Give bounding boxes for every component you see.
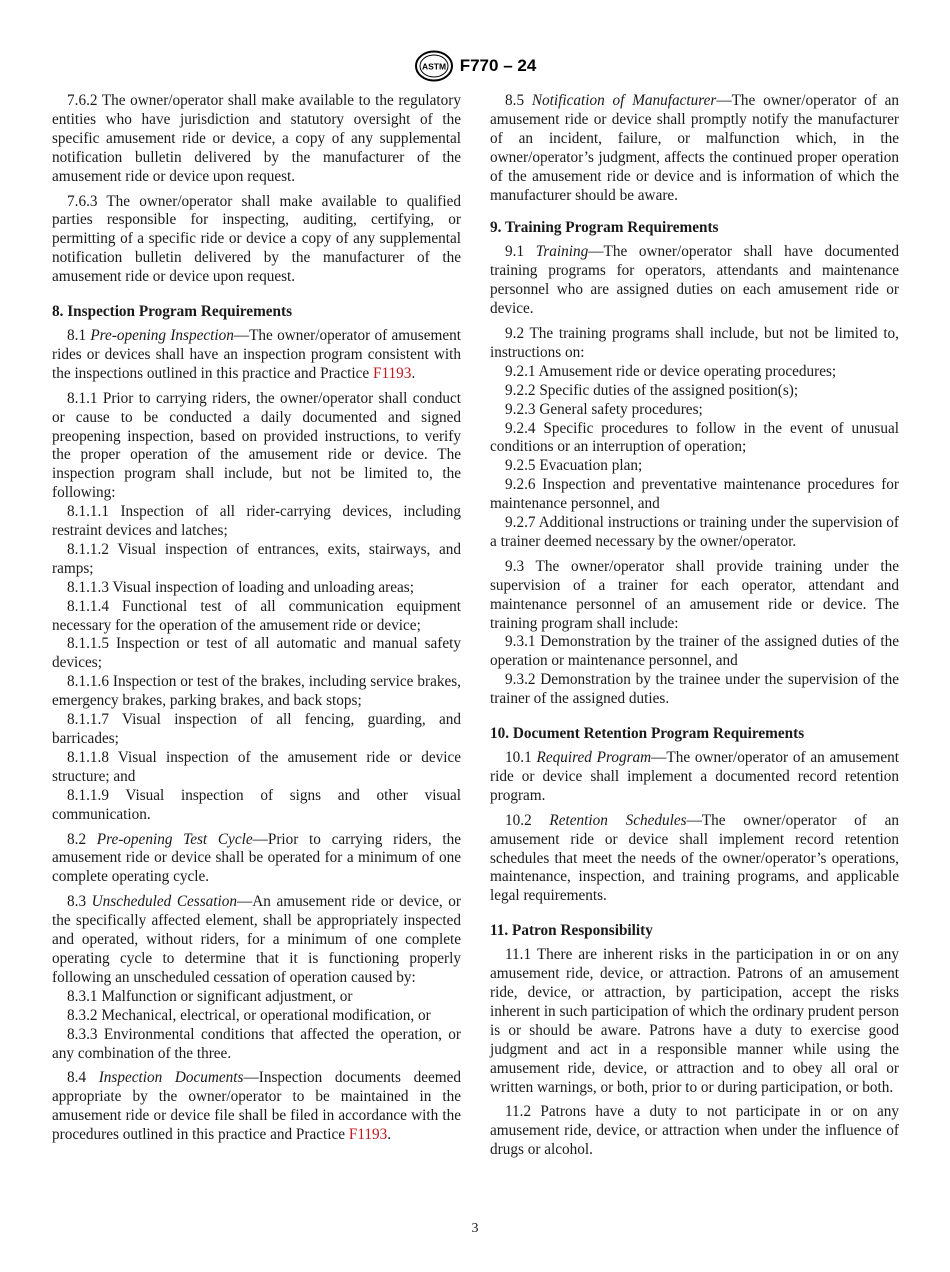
paragraph-9-3: 9.3 The owner/operator shall provide training under the supervision of a trainer for each operator, attendant and maintenance personnel of an amusement ride or device. The training program shall include: xyxy=(490,557,899,632)
paragraph-8-1-1-8: 8.1.1.8 Visual inspection of the amusement ride or device structure; and xyxy=(52,748,461,785)
paragraph-text: —Inspection documents deemed appropriate by the owner/operator to be maintained in the amusement ride or device file shall be filed in accordance with the procedures outlined in this practice and Practice xyxy=(52,1069,462,1144)
paragraph-9-2-7: 9.2.7 Additional instructions or training under the supervision of a trainer deemed necessary by the owner/operator. xyxy=(490,514,899,550)
logo-text: ASTM xyxy=(421,61,446,72)
paragraph-text: —The owner/operator of an amusement ride or device shall implement record retention schedules that meet the needs of the owner/operator’s operations, maintenance, inspection, and training programs, and applicable legal requirements. xyxy=(490,811,899,905)
paragraph-7-6-2: 7.6.2 The owner/operator shall make available to the regulatory entities who have jurisdiction and statutory oversight of the specific amusement ride or device, a copy of any supplemental notification bulletin delivered by the manufacturer of the amusement ride or device upon request. xyxy=(52,92,461,185)
subsection-title: Retention Schedules xyxy=(549,811,687,829)
section-heading-8: 8. Inspection Program Requirements xyxy=(52,303,293,321)
paragraph-9-2-5: 9.2.5 Evacuation plan; xyxy=(505,457,643,475)
astm-logo-icon xyxy=(414,50,454,82)
paragraph-8-3 xyxy=(52,893,461,988)
paragraph-8-1-1-2: 8.1.1.2 Visual inspection of entrances, exits, stairways, and ramps; xyxy=(52,540,461,577)
paragraph-8-3-1: 8.3.1 Malfunction or significant adjustment, or xyxy=(67,987,353,1005)
section-number: 8.2 xyxy=(67,830,87,848)
paragraph-11-1: 11.1 There are inherent risks in the participation in or on any amusement ride, device, or attraction. Patrons of an amusement ride, device, or attraction, by participation, accept the risks inherent in such participation of which the ordinary prudent person is or should be aware. Patrons have a duty to exercise good judgment and act in a responsible manner while using the amusement ride, device, or attraction and to obey all oral or written warnings, or both, prior to or during participation, or both. xyxy=(490,946,899,1096)
section-number: 10.2 xyxy=(505,811,532,829)
paragraph-11-2: 11.2 Patrons have a duty to not participate in or on any amusement ride, device, or attraction when under the influence of drugs or alcohol. xyxy=(490,1103,899,1159)
paragraph-8-4: 8.4 Inspection Documents—Inspection documents deemed appropriate by the owner/operator to be maintained in the amusement ride or device file shall be filed in accordance with the procedures outlined in this practice and Practice F1193. xyxy=(52,1069,462,1144)
paragraph-text: —The owner/operator of an amusement ride or device shall implement a documented record retention program. xyxy=(490,749,899,804)
reference-link-f1193[interactable]: F1193 xyxy=(373,364,412,382)
section-heading-11: 11. Patron Responsibility xyxy=(490,922,653,940)
subsection-title: Unscheduled Cessation xyxy=(91,893,238,911)
subsection-title: Pre-opening Test Cycle xyxy=(96,830,253,848)
paragraph-8-1-1: 8.1.1 Prior to carrying riders, the owner/operator shall conduct or cause to be conducted a daily documented and signed preopening inspection, based on provided instructions, to verify the proper operation of the amusement ride or device. The inspection program shall include, but not be limited to, the following: xyxy=(52,389,461,502)
paragraph-text: —The owner/operator of an amusement ride or device shall promptly notify the manufacturer of an incident, failure, or malfunction which, in the owner/operator’s judgment, affects the continued proper operation of the amusement ride or device and is information of which the manufacturer should be aware. xyxy=(490,92,899,204)
paragraph-8-2 xyxy=(52,831,461,888)
page-header xyxy=(0,50,950,87)
paragraph-8-3-3: 8.3.3 Environmental conditions that affected the operation, or any combination of the three. xyxy=(52,1025,461,1062)
section-number: 10.1 xyxy=(505,749,532,766)
paragraph-text: —An amusement ride or device, or the specifically affected element, shall be appropriately inspected and operated, without riders, for a minimum of one complete operating cycle to determine that it is functioning properly following an unscheduled cessation of operation caused by: xyxy=(52,893,462,986)
subsection-title: Pre-opening Inspection xyxy=(90,326,234,344)
right-column xyxy=(490,92,899,1160)
paragraph-10-2 xyxy=(490,812,899,907)
paragraph-8-1: 8.1 Pre-opening Inspection—The owner/operator of amusement rides or devices shall have an inspection program consistent with the inspections outlined in this practice and Practice F1193. xyxy=(52,326,461,382)
paragraph-7-6-3: 7.6.3 The owner/operator shall make available to qualified parties responsible for inspecting, auditing, certifying, or permitting of a specific ride or device a copy of any supplemental notification bulletin delivered by the manufacturer of the amusement ride or device upon request. xyxy=(52,192,461,286)
subsection-title: Notification of Manufacturer xyxy=(531,92,717,109)
section-number: 8.1 xyxy=(67,326,87,344)
paragraph-9-3-1: 9.3.1 Demonstration by the trainer of the assigned duties of the operation or maintenance personnel, and xyxy=(490,633,899,670)
section-heading-9: 9. Training Program Requirements xyxy=(490,219,719,237)
paragraph-8-1-1-3: 8.1.1.3 Visual inspection of loading and unloading areas; xyxy=(67,578,414,596)
paragraph-text: —The owner/operator shall have documented training programs for operators, attendants and maintenance personnel who are assigned duties on each amusement ride or device. xyxy=(490,243,900,318)
paragraph-8-1-1-7: 8.1.1.7 Visual inspection of all fencing, guarding, and barricades; xyxy=(52,711,461,747)
paragraph-9-2-3: 9.2.3 General safety procedures; xyxy=(505,400,703,418)
paragraph-8-1-1-5: 8.1.1.5 Inspection or test of all automatic and manual safety devices; xyxy=(52,635,461,672)
paragraph-8-3-2: 8.3.2 Mechanical, electrical, or operational modification, or xyxy=(67,1006,431,1024)
paragraph-text: —Prior to carrying riders, the amusement ride or device shall be operated for a minimum of one complete operating cycle. xyxy=(52,830,461,886)
section-heading-10: 10. Document Retention Program Requirements xyxy=(490,725,805,743)
paragraph-9-2-1: 9.2.1 Amusement ride or device operating procedures; xyxy=(505,362,837,380)
paragraph-9-2: 9.2 The training programs shall include, but not be limited to, instructions on: xyxy=(490,324,899,361)
subsection-title: Training xyxy=(535,243,589,261)
paragraph-8-1-1-1: 8.1.1.1 Inspection of all rider-carrying devices, including restraint devices and latches; xyxy=(52,503,461,540)
paragraph-9-2-6: 9.2.6 Inspection and preventative maintenance procedures for maintenance personnel, and xyxy=(490,476,899,513)
section-number: 9.1 xyxy=(505,243,525,261)
subsection-title: Inspection Documents xyxy=(98,1069,244,1087)
paragraph-9-1 xyxy=(490,243,899,319)
paragraph-8-1-1-4: 8.1.1.4 Functional test of all communication equipment necessary for the operation of the amusement ride or device; xyxy=(52,597,461,634)
paragraph-10-1 xyxy=(490,749,899,806)
page-number: 3 xyxy=(471,1221,479,1236)
paragraph-9-2-2: 9.2.2 Specific duties of the assigned position(s); xyxy=(505,381,799,399)
paragraph-9-2-4: 9.2.4 Specific procedures to follow in the event of unusual conditions or an interruption of operation; xyxy=(490,419,899,456)
paragraph-8-5 xyxy=(490,92,899,205)
reference-link-f1193[interactable]: F1193 xyxy=(348,1126,388,1144)
standard-designation: F770 – 24 xyxy=(459,56,537,75)
paragraph-8-1-1-6: 8.1.1.6 Inspection or test of the brakes, including service brakes, emergency brakes, parking brakes, and back stops; xyxy=(52,673,461,710)
section-number: 8.4 xyxy=(67,1069,87,1087)
left-column xyxy=(52,92,461,1145)
section-number: 8.5 xyxy=(505,92,525,109)
paragraph-9-3-2: 9.3.2 Demonstration by the trainee under the supervision of the trainer of the assigned duties. xyxy=(490,671,899,708)
paragraph-text: —The owner/operator of amusement rides or devices shall have an inspection program consistent with the inspections outlined in this practice and Practice xyxy=(52,326,461,382)
section-number: 8.3 xyxy=(67,893,87,911)
subsection-title: Required Program xyxy=(536,749,652,766)
paragraph-8-1-1-9: 8.1.1.9 Visual inspection of signs and other visual communication. xyxy=(52,786,461,823)
